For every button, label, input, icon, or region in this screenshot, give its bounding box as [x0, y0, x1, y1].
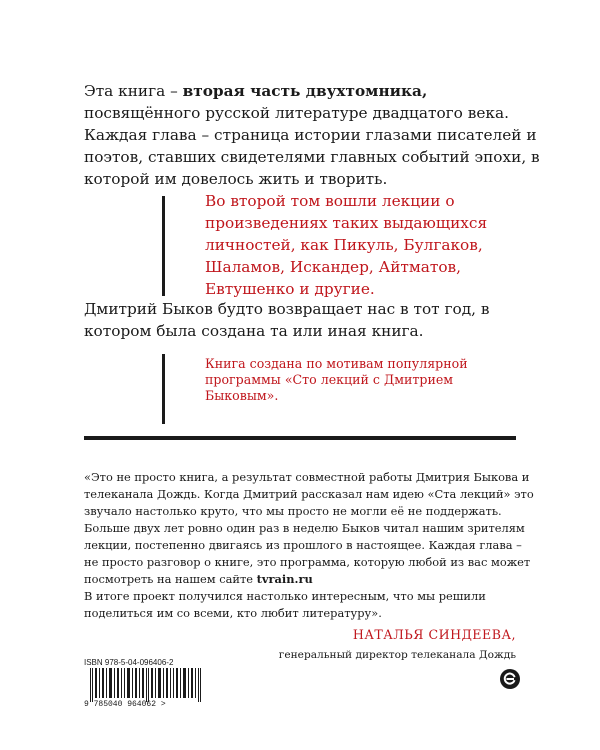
barcode-digits: 9 785040 964062 >	[84, 700, 166, 709]
paragraph-bykov: Дмитрий Быков будто возвращает нас в тот год, в котором была создана та или иная книга.	[84, 300, 490, 340]
horizontal-rule	[84, 436, 516, 440]
quote-text: «Это не просто книга, а результат совместной работы Дмитрия Быкова и телеканала Дождь. Когда Дмитрий рассказал нам идею «Ста лекций» это звучало настолько круто, что мы просто не могли её не поддержать. Больше двух лет ровно один раз в неделю Быков читал нашим зрителям лекции, постепенно двигаясь из прошлого в настоящее. Каждая глава – не просто разговор о книге, это программа, которую любой из вас может посмотреть на нашем сайте	[84, 470, 534, 586]
quote-text2: В итоге проект получился настолько интересным, что мы решили поделиться им со всеми, кто любит литературу».	[84, 589, 486, 620]
highlight-lectures: Во второй том вошли лекции о произведениях таких выдающихся личностей, как Пикуль, Булгаков, Шаламов, Искандер, Айтматов, Евтушенко и другие.	[205, 192, 488, 298]
author-role: генеральный директор телеканала Дождь	[278, 649, 516, 661]
intro-bold: вторая часть двухтомника,	[182, 82, 428, 100]
quote-site: tvrain.ru	[256, 572, 313, 586]
eksmo-logo-icon	[499, 668, 521, 690]
isbn-text: ISBN 978-5-04-096406-2	[84, 658, 174, 667]
isbn-barcode	[84, 658, 206, 708]
left-bar-2	[162, 354, 165, 424]
quote-block	[84, 469, 534, 622]
left-bar-1	[162, 196, 165, 296]
intro-part2: посвящённого русской литературе двадцатого века. Каждая глава – страница истории глазами писателей и поэтов, ставших свидетелями главных событий эпохи, в которой им довелось жить и творить.	[84, 104, 540, 188]
author-name: НАТАЛЬЯ СИНДЕЕВА,	[352, 627, 516, 642]
intro-paragraph	[84, 80, 544, 190]
intro-part1: Эта книга –	[84, 82, 183, 100]
barcode-graphic	[90, 668, 204, 702]
highlight-program: Книга создана по мотивам популярной программы «Сто лекций с Дмитрием Быковым».	[205, 356, 468, 403]
